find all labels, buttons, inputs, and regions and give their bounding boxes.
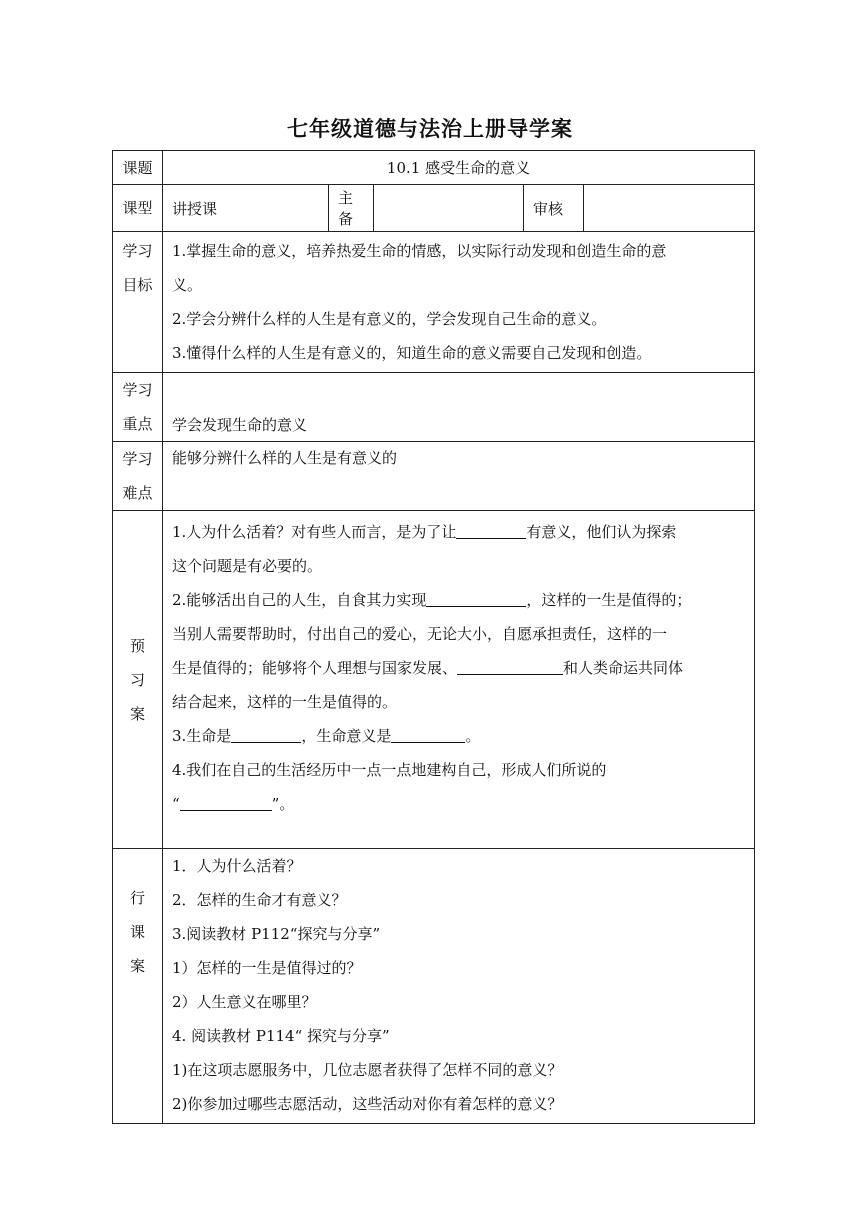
preview-text: “	[172, 795, 180, 813]
lesson-line: 1．人为什么活着？	[172, 857, 302, 875]
goal-line: 1.掌握生命的意义，培养热爱生命的情感，以实际行动发现和创造生命的意	[172, 242, 667, 260]
fill-blank[interactable]	[456, 520, 526, 539]
goals-label-line: 目标	[122, 276, 153, 294]
difficulty-label-line: 学习	[122, 450, 153, 468]
preview-label-char: 案	[129, 704, 145, 723]
preview-q2-line	[172, 583, 746, 617]
fill-blank[interactable]	[231, 724, 301, 743]
type-row	[113, 185, 755, 232]
key-point-row	[113, 373, 755, 442]
goals-label-line: 学习	[122, 242, 153, 260]
goal-line: 2.学会分辨什么样的人生是有意义的，学会发现自己生命的意义。	[172, 310, 607, 328]
difficulty-label	[113, 442, 163, 511]
key-label-line: 学习	[122, 381, 153, 399]
key-point-label	[113, 373, 163, 442]
preview-text: 3.生命是	[172, 727, 232, 745]
document-title: 七年级道德与法治上册导学案	[287, 117, 573, 141]
fill-blank[interactable]	[457, 656, 563, 675]
key-point-value: 学会发现生命的意义	[163, 373, 755, 442]
preview-label-char: 习	[129, 670, 145, 689]
preview-text: ”。	[271, 795, 295, 813]
preview-content	[163, 511, 755, 849]
fill-blank[interactable]	[426, 588, 526, 607]
key-label-line: 重点	[122, 415, 153, 433]
preview-label	[113, 511, 163, 849]
lesson-label	[113, 849, 163, 1124]
preview-q2-line: 当别人需要帮助时，付出自己的爱心，无论大小，自愿承担责任，这样的一	[172, 625, 668, 643]
lesson-label-char: 案	[129, 957, 145, 975]
preview-q2-line: 结合起来，这样的一生是值得的。	[172, 693, 398, 711]
preview-text: 。	[465, 727, 481, 745]
lesson-line: 1）怎样的一生是值得过的？	[172, 959, 362, 977]
preview-q1-line	[172, 515, 746, 549]
preview-q1-line: 这个问题是有必要的。	[172, 557, 323, 575]
preview-text: 生是值得的；能够将个人理想与国家发展、	[172, 659, 458, 677]
topic-label: 课题	[113, 151, 163, 185]
lesson-line: 2）人生意义在哪里？	[172, 993, 317, 1011]
difficulty-label-line: 难点	[122, 484, 153, 502]
lesson-plan-table	[112, 150, 755, 1124]
preview-text: 有意义，他们认为探索	[526, 523, 677, 541]
preview-q3-line	[172, 719, 746, 753]
type-value: 讲授课	[163, 185, 329, 232]
preview-text: 1.人为什么活着？对有些人而言，是为了让	[172, 523, 457, 541]
preview-row	[113, 511, 755, 849]
lesson-content	[163, 849, 755, 1124]
preview-q4-line: 4.我们在自己的生活经历中一点一点地建构自己，形成人们所说的	[172, 761, 607, 779]
lesson-line: 4. 阅读教材 P114“ 探究与分享”	[172, 1027, 390, 1045]
goals-label	[113, 232, 163, 373]
preview-q4-line	[172, 787, 746, 821]
main-preparer-value	[374, 185, 524, 232]
preview-label-char: 预	[129, 636, 145, 655]
preview-q2-line	[172, 651, 746, 685]
difficulty-row	[113, 442, 755, 511]
fill-blank[interactable]	[180, 792, 272, 811]
preview-text: 2.能够活出自己的人生，自食其力实现	[172, 591, 427, 609]
goal-line: 3.懂得什么样的人生是有意义的，知道生命的意义需要自己发现和创造。	[172, 344, 652, 362]
reviewer-label: 审核	[524, 185, 584, 232]
preview-text: 和人类命运共同体	[563, 659, 684, 677]
reviewer-value	[584, 185, 755, 232]
preview-text: ，这样的一生是值得的；	[526, 591, 692, 609]
topic-row	[113, 151, 755, 185]
lesson-line: 1)在这项志愿服务中，几位志愿者获得了怎样不同的意义？	[172, 1061, 563, 1079]
lesson-line: 3.阅读教材 P112“探究与分享”	[172, 925, 381, 943]
lesson-line: 2．怎样的生命才有意义？	[172, 891, 347, 909]
preview-text: ，生命意义是	[301, 727, 392, 745]
goal-line: 义。	[172, 276, 203, 294]
main-preparer-label: 主备	[329, 185, 374, 232]
lesson-row	[113, 849, 755, 1124]
goals-row	[113, 232, 755, 373]
goals-content	[163, 232, 755, 373]
difficulty-value: 能够分辨什么样的人生是有意义的	[163, 442, 755, 511]
type-label: 课型	[113, 185, 163, 232]
topic-value: 10.1 感受生命的意义	[163, 151, 755, 185]
lesson-line: 2)你参加过哪些志愿活动，这些活动对你有着怎样的意义？	[172, 1095, 563, 1113]
fill-blank[interactable]	[391, 724, 465, 743]
lesson-label-char: 课	[129, 923, 145, 941]
lesson-label-char: 行	[129, 889, 145, 907]
